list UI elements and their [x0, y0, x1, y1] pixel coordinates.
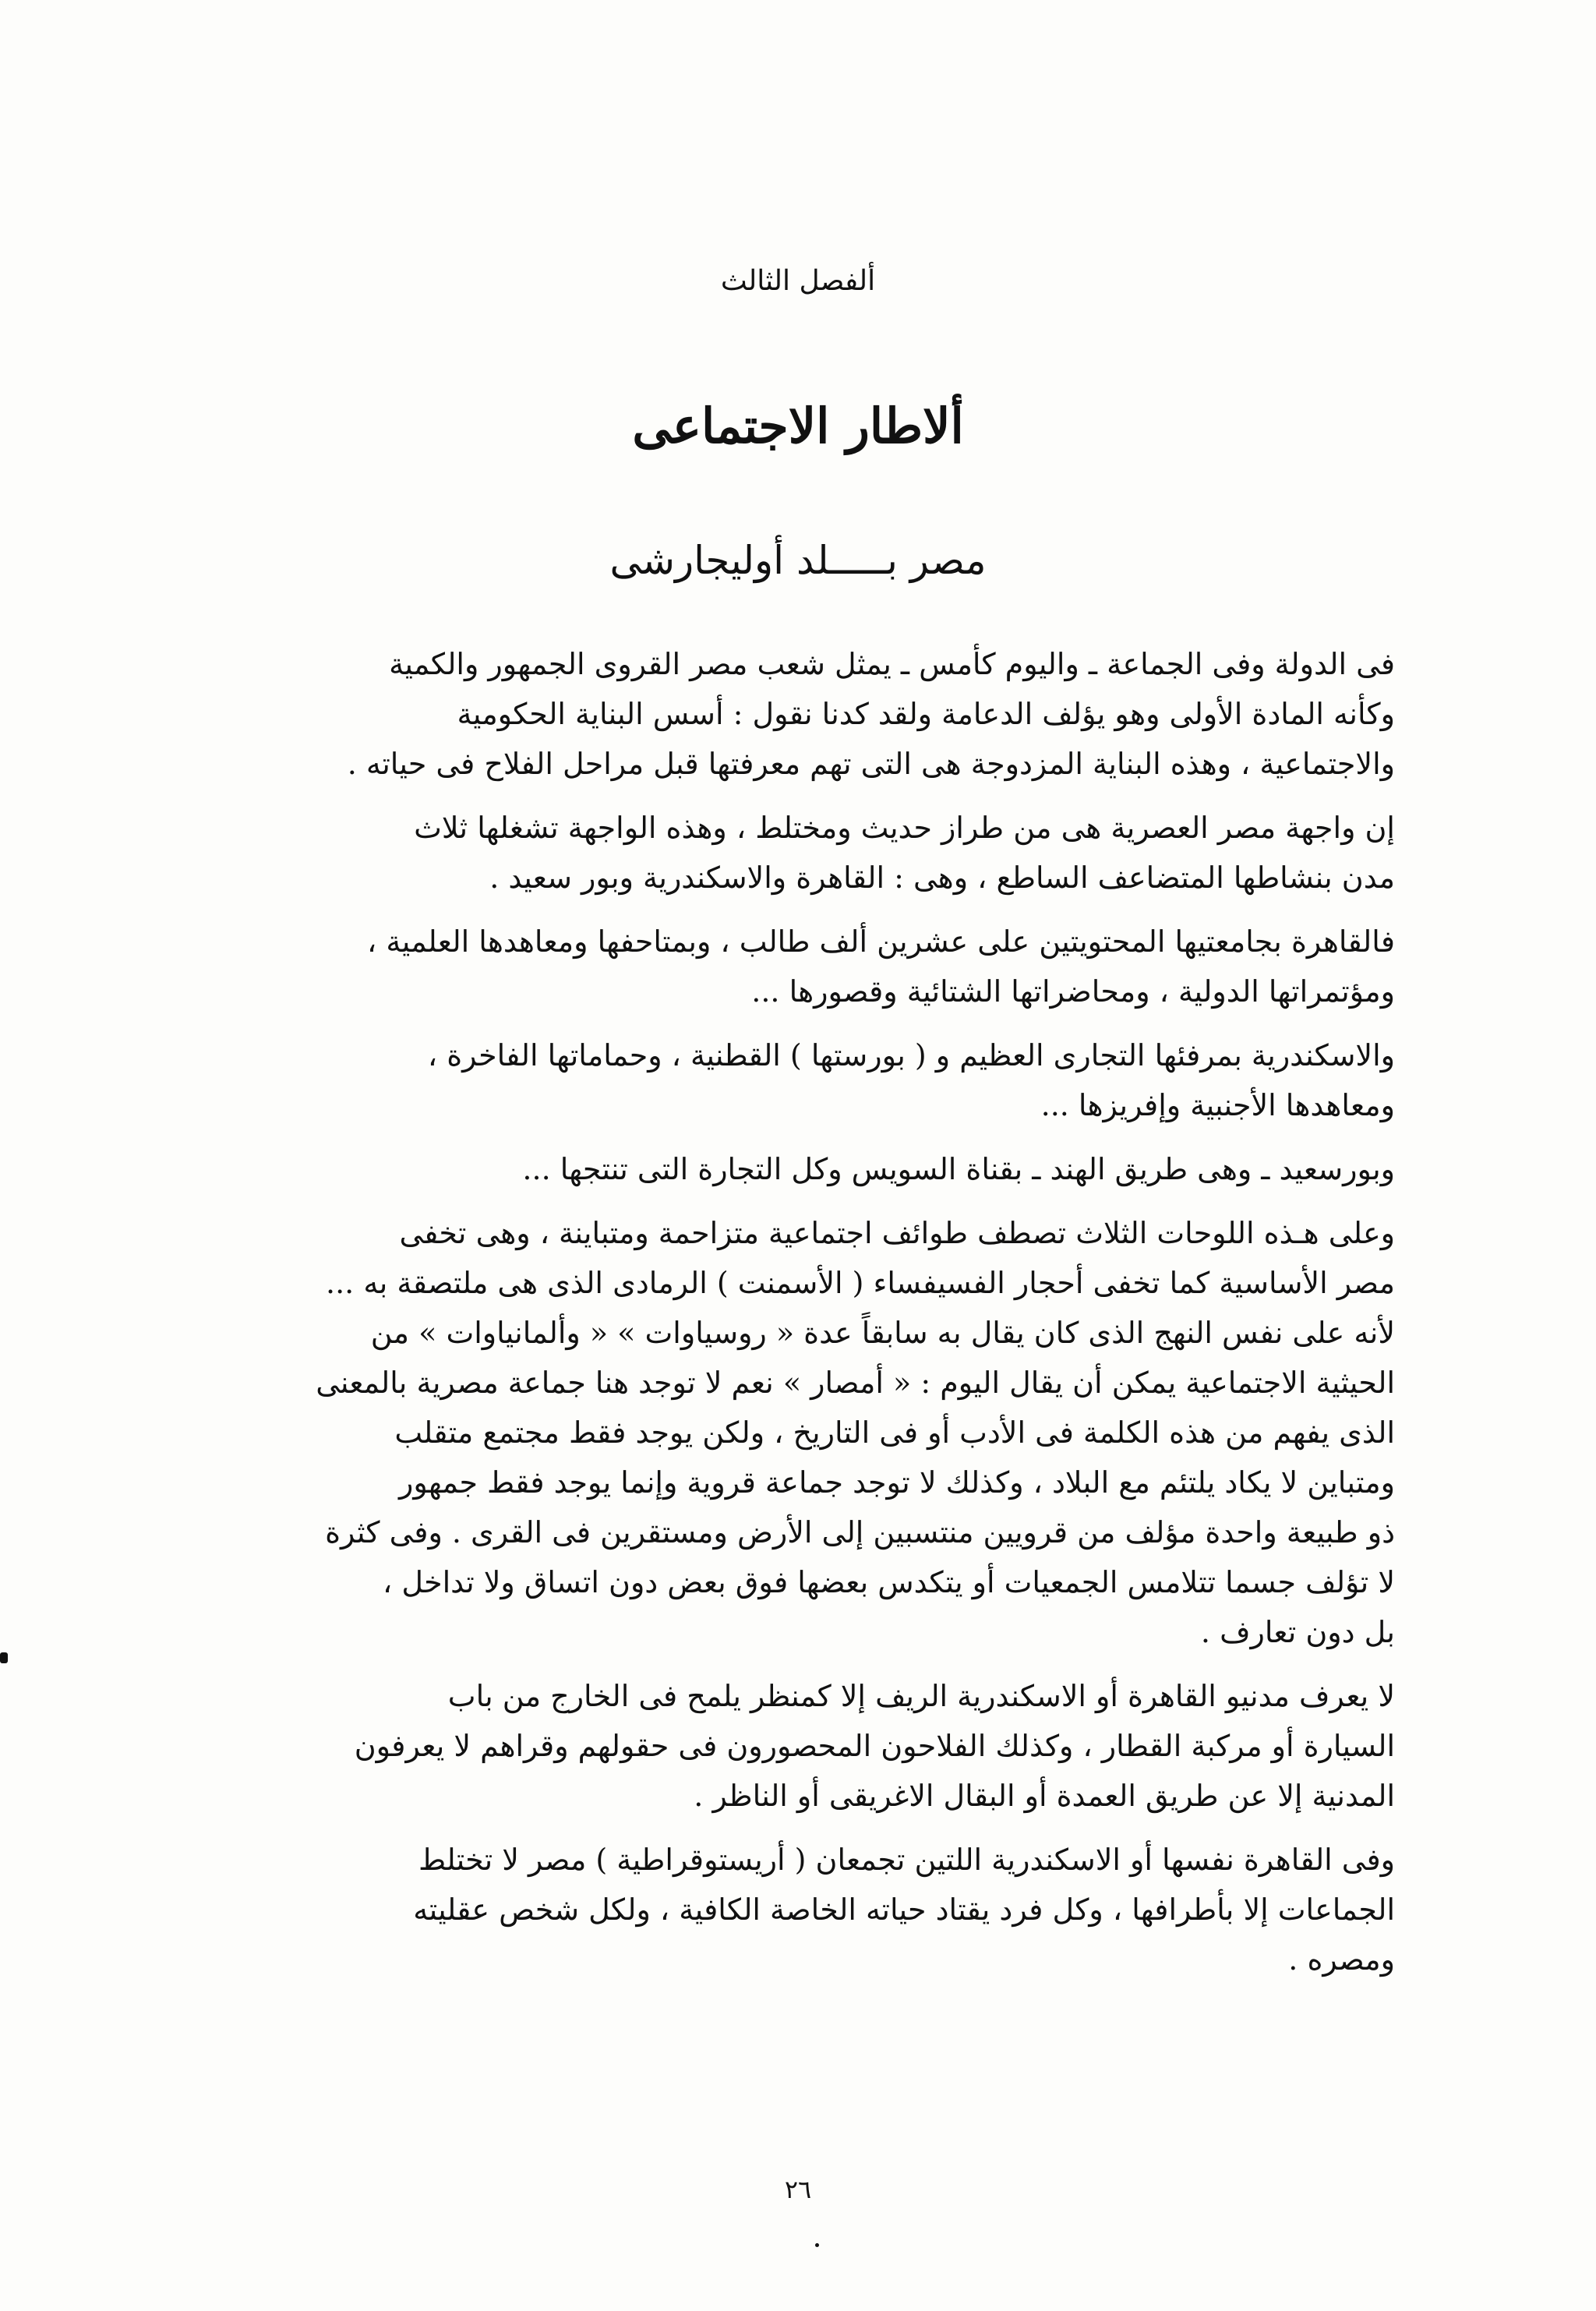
text-line: الذى يفهم من هذه الكلمة فى الأدب أو فى التاريخ ، ولكن يوجد فقط مجتمع متقلب [394, 1415, 1395, 1450]
chapter-heading: ألفصل الثالث [720, 265, 876, 297]
text-line: ومؤتمراتها الدولية ، ومحاضراتها الشتائية وقصورها ... [751, 974, 1395, 1009]
text-line: ذو طبيعة واحدة مؤلف من قرويين منتسبين إلى الأرض ومستقرين فى القرى . وفى كثرة [325, 1515, 1395, 1550]
scan-mark [0, 1652, 8, 1663]
text-line: ومعاهدها الأجنبية وإفريزها ... [1040, 1088, 1395, 1122]
paragraph [156, 1144, 1395, 1194]
text-line: ومتباين لا يكاد يلتئم مع البلاد ، وكذلك لا توجد جماعة قروية وإنما يوجد فقط جمهور [399, 1465, 1395, 1500]
text-line: لأنه على نفس النهج الذى كان يقال به سابقاً عدة « روسياوات » « وألمانياوات » من [370, 1316, 1395, 1350]
body-text [156, 639, 1395, 1998]
paragraph [156, 1835, 1395, 1984]
text-line: الجماعات إلا بأطرافها ، وكل فرد يقتاد حياته الخاصة الكافية ، ولكل شخص عقليته [413, 1892, 1395, 1927]
paragraph [156, 1671, 1395, 1821]
text-line: فالقاهرة بجامعتيها المحتويتين على عشرين ألف طالب ، وبمتاحفها ومعاهدها العلمية ، [367, 924, 1395, 959]
text-line: وبورسعيد ـ وهى طريق الهند ـ بقناة السويس وكل التجارة التى تنتجها ... [522, 1152, 1395, 1186]
text-line: ومصره . [1288, 1942, 1395, 1977]
text-line: لا يعرف مدنيو القاهرة أو الاسكندرية الريف إلا كمنظر يلمح فى الخارج من باب [447, 1679, 1395, 1713]
paragraph [156, 639, 1395, 789]
paragraph [156, 917, 1395, 1016]
text-line: وفى القاهرة نفسها أو الاسكندرية اللتين تجمعان ( أريستوقراطية ) مصر لا تختلط [418, 1843, 1395, 1877]
section-title: ألاطار الاجتماعى [632, 398, 964, 454]
text-line: الحيثية الاجتماعية يمكن أن يقال اليوم : « أمصار » نعم لا توجد هنا جماعة مصرية بالمعنى [316, 1366, 1395, 1400]
section-subtitle: مصر بـــــلد أوليجارشى [609, 538, 987, 583]
text-line: والاجتماعية ، وهذه البناية المزدوجة هى التى تهم معرفتها قبل مراحل الفلاح فى حياته . [347, 747, 1395, 781]
text-line: والاسكندرية بمرفئها التجارى العظيم و ( بورستها ) القطنية ، وحماماتها الفاخرة ، [427, 1038, 1395, 1072]
text-line: وكأنه المادة الأولى وهو يؤلف الدعامة ولقد كدنا نقول : أسس البناية الحكومية [457, 697, 1395, 731]
paragraph [156, 803, 1395, 903]
paragraph [156, 1030, 1395, 1130]
text-line: لا تؤلف جسما تتلامس الجمعيات أو يتكدس بعضها فوق بعض دون اتساق ولا تداخل ، [382, 1565, 1395, 1599]
text-line: السيارة أو مركبة القطار ، وكذلك الفلاحون المحصورون فى حقولهم وقراهم لا يعرفون [354, 1729, 1395, 1763]
text-line: فى الدولة وفى الجماعة ـ واليوم كأمس ـ يمثل شعب مصر القروى الجمهور والكمية [389, 647, 1395, 681]
scan-mark [815, 2243, 819, 2247]
text-line: إن واجهة مصر العصرية هى من طراز حديث ومختلط ، وهذه الواجهة تشغلها ثلاث [414, 811, 1395, 845]
text-line: بل دون تعارف . [1200, 1615, 1395, 1649]
text-line: مدن بنشاطها المتضاعف الساطع ، وهى : القاهرة والاسكندرية وبور سعيد . [489, 860, 1395, 895]
paragraph [156, 1208, 1395, 1657]
text-line: وعلى هـذه اللوحات الثلاث تصطف طوائف اجتماعية متزاحمة ومتباينة ، وهى تخفى [399, 1216, 1395, 1250]
page-number: ٢٦ [784, 2175, 812, 2204]
text-line: المدنية إلا عن طريق العمدة أو البقال الاغريقى أو الناظر . [694, 1779, 1395, 1813]
text-line: مصر الأساسية كما تخفى أحجار الفسيفساء ( الأسمنت ) الرمادى الذى هى ملتصقة به ... [326, 1266, 1395, 1300]
